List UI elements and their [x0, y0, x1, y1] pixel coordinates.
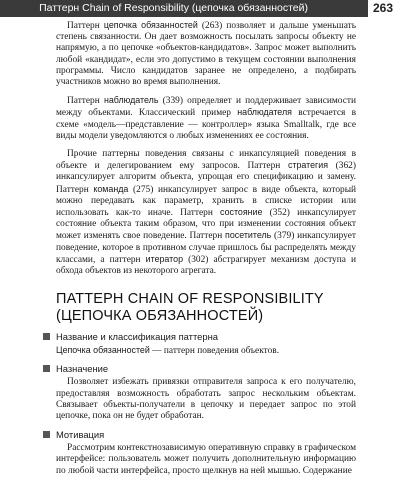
section-title [56, 291, 356, 325]
paragraph-name [56, 345, 356, 357]
section-title-line-2: (ЦЕПОЧКА ОБЯЗАННОСТЕЙ) [56, 308, 264, 325]
text-run: Паттерн [67, 96, 104, 107]
text-run: (263) позволяет и дальше уменьшать степень связанности. Он дает возможность посылать запросы объекту не напрямую, а по цепочке «объектов-кандидатов». Запрос может выполнить любой «кандидат», если это допустимо в текущем состоянии выполнения программы. Число кандидатов заранее не определено, а подбирать участников можно во время выполнения. [56, 21, 356, 88]
pattern-name-term: цепочка обязанностей [103, 20, 198, 30]
subheading-motivation [43, 429, 356, 440]
subheading-label: Назначение [56, 363, 109, 375]
paragraph-observer [56, 95, 356, 142]
pattern-term-rest: — паттерн поведения объектов. [149, 346, 280, 357]
header-bar [0, 0, 368, 17]
pattern-term: Цепочка обязанностей [56, 345, 150, 356]
page-number: 263 [373, 1, 394, 15]
page-content [56, 20, 356, 484]
text-run: (302) абстрагирует механизм доступа и обхода объектов из некоторого агрегата. [56, 254, 356, 277]
text-run: (379) инкапсулирует поведение, которое в противном случае пришлось бы распределять между классами, а паттерн [56, 231, 357, 265]
text-run: (352) инкапсулирует состояние объекта таким образом, что при изменении состояния объект может изменять свое поведение. Паттерн [56, 208, 356, 242]
text-run: встречается в схеме «модель—представление — контроллер» языка Smalltalk, где все виды модели уведомляются о любых изменениях ее состояния. [56, 108, 356, 141]
subheading-label: Название и классификация паттерна [56, 331, 218, 343]
paragraph-motivation: Рассмотрим контекстнозависимую оперативную справку в графическом интерфейсе: пользователь может получить дополнительную информацию по любой части интерфейса, просто щелкнув на ней мышью. Содержание [56, 443, 356, 476]
text-run: Прочие паттерны поведения связаны с инкапсуляцией поведения в объекте и делегированием ему запросов. Паттерн [56, 149, 356, 172]
pattern-name-term: наблюдателя [237, 107, 292, 118]
subheading-name-classification [43, 331, 356, 342]
text-run: (339) определяет и поддерживает зависимости между объектами. Классический пример [56, 96, 357, 119]
subheading-label: Мотивация [56, 429, 105, 441]
square-bullet-icon [43, 431, 50, 438]
running-header [0, 0, 420, 17]
paragraph-other-patterns [56, 149, 356, 277]
text-run: Паттерн [67, 21, 104, 31]
text-run: (362) инкапсулирует алгоритм объекта, упрощая его спецификацию и замену. Паттерн [56, 161, 356, 195]
pattern-name-term: стратегия [287, 160, 329, 171]
section-title-line-1: ПАТТЕРН CHAIN OF RESPONSIBILITY [56, 291, 324, 308]
text-run: (275) инкапсулирует запрос в виде объекта, который можно передавать как параметр, хранить в списке истории или использовать как-то иначе. Паттерн [56, 184, 357, 219]
pattern-name-term: итератор [145, 253, 184, 264]
pattern-name-term: посетитель [225, 230, 272, 241]
pattern-name-term: команда [93, 183, 129, 194]
subheading-intent [43, 363, 356, 374]
square-bullet-icon [43, 333, 50, 340]
paragraph-intent: Позволяет избежать привязки отправителя запроса к его получателю, предоставляя возможность обработать запрос нескольким объектам. Связывает объекты-получатели в цепочку и передает запрос по этой цепочке, пока он не будет обработан. [56, 377, 356, 422]
paragraph-chain-of-responsibility [56, 20, 356, 88]
pattern-name-term: состояние [220, 207, 263, 218]
header-title: Паттерн Chain of Responsibility (цепочка обязанностей) [39, 2, 308, 14]
square-bullet-icon [43, 365, 50, 372]
pattern-name-term: наблюдатель [103, 95, 159, 106]
